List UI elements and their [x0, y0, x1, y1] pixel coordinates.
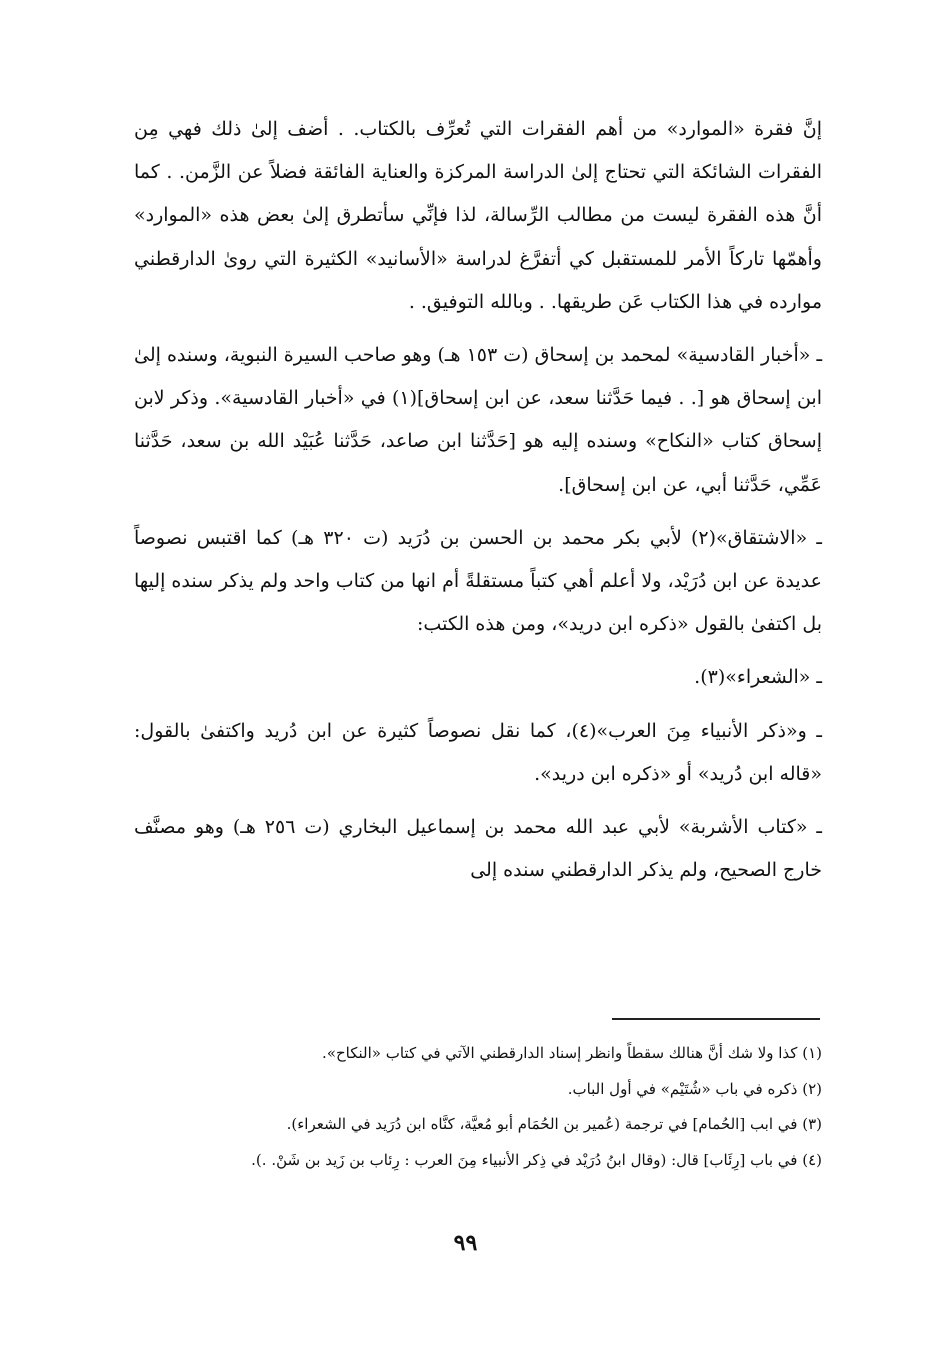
footnote-1: (١) كذا ولا شك أنَّ هنالك سقطاً وانظر إسناد الدارقطني الآتي في كتاب «النكاح».	[322, 1044, 822, 1062]
paragraph-anbiya: ـ و«ذكر الأنبياء مِنَ العرب»(٤)، كما نقل نصوصاً كثيرة عن ابن دُريد واكتفىٰ بالقول: «قاله ابن دُريد» أو «ذكره ابن دريد».	[134, 719, 822, 785]
paragraph-shuara: ـ «الشعراء»(٣).	[694, 666, 822, 689]
main-text	[134, 108, 822, 892]
footnote-3: (٣) في ابب [الحُمام] في ترجمة (عُمير بن الحُمَام أبو مُعيَّة، كنَّاه ابن دُرَيد في الشعراء).	[286, 1115, 822, 1133]
paragraph-intro: إنَّ فقرة «الموارد» من أهم الفقرات التي تُعرِّف بالكتاب. . أضف إلىٰ ذلك فهي مِن الفقرات الشائكة التي تحتاج إلىٰ الدراسة المركزة والعناية الفائقة فضلاً عن الزَّمن. . كما أنَّ هذه الفقرة ليست من مطالب الرِّسالة، لذا فإنِّي سأتطرق إلىٰ بعض هذه «الموارد» وأهمّها تاركاً الأمر للمستقبل كي أتفرَّغ لدراسة «الأسانيد» الكثيرة التي روىٰ الدارقطني موارده في هذا الكتاب عَن طريقها. . وبالله التوفيق. .	[134, 118, 822, 313]
footnote-4: (٤) في باب [رِئَاب] قال: (وقال ابنُ دُرَيْد في ذِكر الأنبياء مِنَ العرب : رِئاب بن زَيد بن شَنْ. .).	[251, 1150, 822, 1169]
footnote-divider	[612, 1018, 820, 1020]
footnote-2: (٢) ذكره في باب «شُتَيْم» في أول الباب.	[567, 1079, 822, 1098]
footnotes	[150, 1036, 822, 1178]
paragraph-qadisiyya: ـ «أخبار القادسية» لمحمد بن إسحاق (ت ١٥٣ هـ) وهو صاحب السيرة النبوية، وسنده إلىٰ ابن إسحاق هو [. . فيما حَدَّثنا سعد، عن ابن إسحاق](١) في «أخبار القادسية». وذكر لابن إسحاق كتاب «النكاح» وسنده إليه هو [حَدَّثنا ابن صاعد، حَدَّثنا عُبَيْد الله بن سعد، حَدَّثنا عَمِّي، حَدَّثنا أبي، عن ابن إسحاق].	[134, 344, 823, 496]
paragraph-ashriba: ـ «كتاب الأشربة» لأبي عبد الله محمد بن إسماعيل البخاري (ت ٢٥٦ هـ) وهو مصنَّف خارج الصحيح، ولم يذكر الدارقطني سنده إلى	[134, 816, 823, 882]
page-number: ٩٩	[453, 1230, 478, 1256]
paragraph-ishtiqaq: ـ «الاشتقاق»(٢) لأبي بكر محمد بن الحسن بن دُرَيد (ت ٣٢٠ هـ) كما اقتبس نصوصاً عديدة عن ابن دُرَيْد، ولا أعلم أهي كتباً مستقلةً أم انها من كتاب واحد ولم يذكر سنده إليها بل اكتفىٰ بالقول «ذكره ابن دريد»، ومن هذه الكتب:	[134, 526, 823, 636]
